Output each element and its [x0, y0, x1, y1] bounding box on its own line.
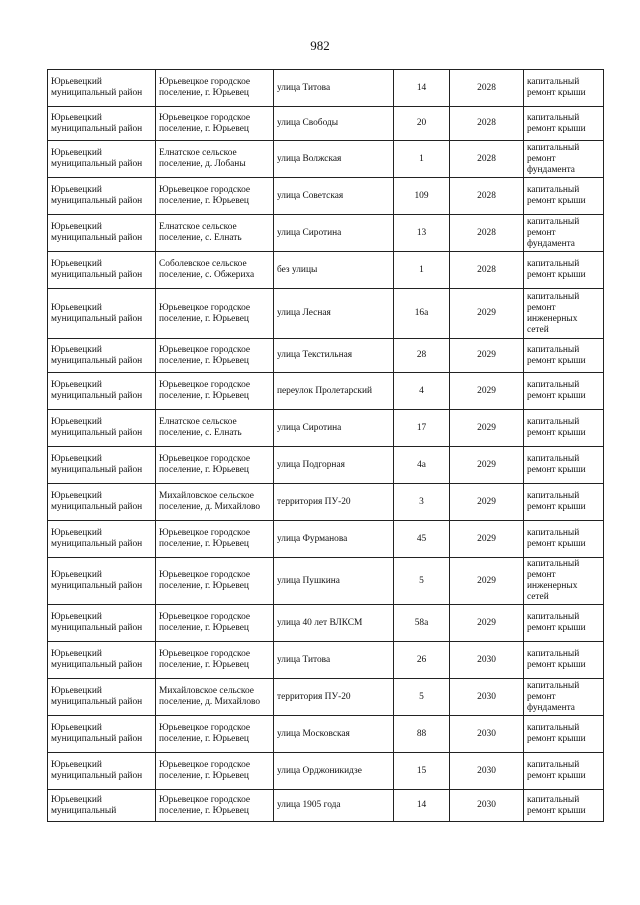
work-type-cell: капитальный ремонт крыши: [524, 753, 604, 790]
work-type-cell: капитальный ремонт фундамента: [524, 679, 604, 716]
settlement-cell: Михайловское сельское поселение, д. Михайлово: [156, 679, 274, 716]
year-cell: 2028: [450, 70, 524, 107]
street-cell: улица 40 лет ВЛКСМ: [274, 605, 394, 642]
district-cell: Юрьевецкий муниципальный район: [48, 70, 156, 107]
settlement-cell: Михайловское сельское поселение, д. Михайлово: [156, 484, 274, 521]
table-row: [48, 410, 604, 447]
house-number-cell: 3: [394, 484, 450, 521]
house-number-cell: 88: [394, 716, 450, 753]
district-cell: Юрьевецкий муниципальный район: [48, 373, 156, 410]
work-type-cell: капитальный ремонт крыши: [524, 373, 604, 410]
district-cell: Юрьевецкий муниципальный район: [48, 558, 156, 605]
settlement-cell: Юрьевецкое городское поселение, г. Юрьевец: [156, 107, 274, 141]
work-type-cell: капитальный ремонт инженерных сетей: [524, 558, 604, 605]
district-cell: Юрьевецкий муниципальный: [48, 790, 156, 822]
work-type-cell: капитальный ремонт крыши: [524, 339, 604, 373]
street-cell: улица Сиротина: [274, 410, 394, 447]
street-cell: улица Сиротина: [274, 215, 394, 252]
table-row: [48, 679, 604, 716]
work-type-cell: капитальный ремонт фундамента: [524, 141, 604, 178]
settlement-cell: Юрьевецкое городское поселение, г. Юрьевец: [156, 447, 274, 484]
street-cell: территория ПУ-20: [274, 484, 394, 521]
year-cell: 2029: [450, 484, 524, 521]
table-row: [48, 215, 604, 252]
street-cell: без улицы: [274, 252, 394, 289]
street-cell: переулок Пролетарский: [274, 373, 394, 410]
work-type-cell: капитальный ремонт крыши: [524, 70, 604, 107]
year-cell: 2029: [450, 605, 524, 642]
district-cell: Юрьевецкий муниципальный район: [48, 289, 156, 339]
settlement-cell: Елнатское сельское поселение, с. Елнать: [156, 410, 274, 447]
table-row: [48, 558, 604, 605]
year-cell: 2028: [450, 107, 524, 141]
year-cell: 2030: [450, 679, 524, 716]
house-number-cell: 45: [394, 521, 450, 558]
year-cell: 2029: [450, 289, 524, 339]
table-row: [48, 141, 604, 178]
house-number-cell: 58а: [394, 605, 450, 642]
table-row: [48, 605, 604, 642]
settlement-cell: Юрьевецкое городское поселение, г. Юрьевец: [156, 716, 274, 753]
district-cell: Юрьевецкий муниципальный район: [48, 521, 156, 558]
work-type-cell: капитальный ремонт фундамента: [524, 215, 604, 252]
district-cell: Юрьевецкий муниципальный район: [48, 753, 156, 790]
table-row: [48, 716, 604, 753]
table-body: [48, 70, 604, 822]
work-type-cell: капитальный ремонт крыши: [524, 642, 604, 679]
house-number-cell: 28: [394, 339, 450, 373]
district-cell: Юрьевецкий муниципальный район: [48, 339, 156, 373]
work-type-cell: капитальный ремонт крыши: [524, 790, 604, 822]
settlement-cell: Юрьевецкое городское поселение, г. Юрьевец: [156, 753, 274, 790]
table-row: [48, 753, 604, 790]
table-row: [48, 521, 604, 558]
work-type-cell: капитальный ремонт крыши: [524, 410, 604, 447]
settlement-cell: Юрьевецкое городское поселение, г. Юрьевец: [156, 339, 274, 373]
page-number: 982: [310, 38, 330, 53]
settlement-cell: Юрьевецкое городское поселение, г. Юрьевец: [156, 70, 274, 107]
year-cell: 2030: [450, 716, 524, 753]
year-cell: 2028: [450, 178, 524, 215]
street-cell: улица Титова: [274, 70, 394, 107]
street-cell: улица Орджоникидзе: [274, 753, 394, 790]
table-row: [48, 107, 604, 141]
district-cell: Юрьевецкий муниципальный район: [48, 605, 156, 642]
settlement-cell: Юрьевецкое городское поселение, г. Юрьевец: [156, 790, 274, 822]
settlement-cell: Юрьевецкое городское поселение, г. Юрьевец: [156, 373, 274, 410]
table-row: [48, 484, 604, 521]
house-number-cell: 20: [394, 107, 450, 141]
house-number-cell: 16а: [394, 289, 450, 339]
house-number-cell: 109: [394, 178, 450, 215]
street-cell: улица Титова: [274, 642, 394, 679]
repair-schedule-table: [47, 69, 604, 822]
district-cell: Юрьевецкий муниципальный район: [48, 642, 156, 679]
work-type-cell: капитальный ремонт крыши: [524, 521, 604, 558]
table-row: [48, 70, 604, 107]
district-cell: Юрьевецкий муниципальный район: [48, 178, 156, 215]
house-number-cell: 5: [394, 558, 450, 605]
settlement-cell: Юрьевецкое городское поселение, г. Юрьевец: [156, 289, 274, 339]
house-number-cell: 13: [394, 215, 450, 252]
year-cell: 2029: [450, 521, 524, 558]
house-number-cell: 15: [394, 753, 450, 790]
year-cell: 2030: [450, 642, 524, 679]
work-type-cell: капитальный ремонт крыши: [524, 252, 604, 289]
work-type-cell: капитальный ремонт крыши: [524, 178, 604, 215]
district-cell: Юрьевецкий муниципальный район: [48, 141, 156, 178]
settlement-cell: Елнатское сельское поселение, с. Елнать: [156, 215, 274, 252]
year-cell: 2028: [450, 141, 524, 178]
settlement-cell: Юрьевецкое городское поселение, г. Юрьевец: [156, 558, 274, 605]
house-number-cell: 14: [394, 790, 450, 822]
settlement-cell: Юрьевецкое городское поселение, г. Юрьевец: [156, 642, 274, 679]
year-cell: 2028: [450, 215, 524, 252]
table-row: [48, 447, 604, 484]
house-number-cell: 26: [394, 642, 450, 679]
work-type-cell: капитальный ремонт крыши: [524, 447, 604, 484]
settlement-cell: Юрьевецкое городское поселение, г. Юрьевец: [156, 605, 274, 642]
district-cell: Юрьевецкий муниципальный район: [48, 679, 156, 716]
table-row: [48, 339, 604, 373]
house-number-cell: 4: [394, 373, 450, 410]
table-row: [48, 289, 604, 339]
year-cell: 2029: [450, 558, 524, 605]
street-cell: улица Пушкина: [274, 558, 394, 605]
district-cell: Юрьевецкий муниципальный район: [48, 107, 156, 141]
district-cell: Юрьевецкий муниципальный район: [48, 410, 156, 447]
work-type-cell: капитальный ремонт крыши: [524, 484, 604, 521]
work-type-cell: капитальный ремонт крыши: [524, 716, 604, 753]
street-cell: улица Свободы: [274, 107, 394, 141]
street-cell: улица Московская: [274, 716, 394, 753]
house-number-cell: 14: [394, 70, 450, 107]
house-number-cell: 4а: [394, 447, 450, 484]
district-cell: Юрьевецкий муниципальный район: [48, 447, 156, 484]
street-cell: улица Подгорная: [274, 447, 394, 484]
year-cell: 2028: [450, 252, 524, 289]
table-row: [48, 252, 604, 289]
year-cell: 2030: [450, 790, 524, 822]
street-cell: улица Фурманова: [274, 521, 394, 558]
street-cell: улица Волжская: [274, 141, 394, 178]
district-cell: Юрьевецкий муниципальный район: [48, 484, 156, 521]
district-cell: Юрьевецкий муниципальный район: [48, 252, 156, 289]
street-cell: улица 1905 года: [274, 790, 394, 822]
settlement-cell: Юрьевецкое городское поселение, г. Юрьевец: [156, 178, 274, 215]
table-row: [48, 642, 604, 679]
house-number-cell: 1: [394, 141, 450, 178]
street-cell: территория ПУ-20: [274, 679, 394, 716]
settlement-cell: Юрьевецкое городское поселение, г. Юрьевец: [156, 521, 274, 558]
work-type-cell: капитальный ремонт инженерных сетей: [524, 289, 604, 339]
year-cell: 2029: [450, 373, 524, 410]
settlement-cell: Елнатское сельское поселение, д. Лобаны: [156, 141, 274, 178]
year-cell: 2029: [450, 447, 524, 484]
year-cell: 2029: [450, 339, 524, 373]
house-number-cell: 1: [394, 252, 450, 289]
year-cell: 2030: [450, 753, 524, 790]
house-number-cell: 5: [394, 679, 450, 716]
work-type-cell: капитальный ремонт крыши: [524, 605, 604, 642]
table-row: [48, 373, 604, 410]
house-number-cell: 17: [394, 410, 450, 447]
district-cell: Юрьевецкий муниципальный район: [48, 716, 156, 753]
street-cell: улица Лесная: [274, 289, 394, 339]
district-cell: Юрьевецкий муниципальный район: [48, 215, 156, 252]
settlement-cell: Соболевское сельское поселение, с. Обжериха: [156, 252, 274, 289]
table-row: [48, 178, 604, 215]
work-type-cell: капитальный ремонт крыши: [524, 107, 604, 141]
table-row: [48, 790, 604, 822]
street-cell: улица Текстильная: [274, 339, 394, 373]
street-cell: улица Советская: [274, 178, 394, 215]
year-cell: 2029: [450, 410, 524, 447]
